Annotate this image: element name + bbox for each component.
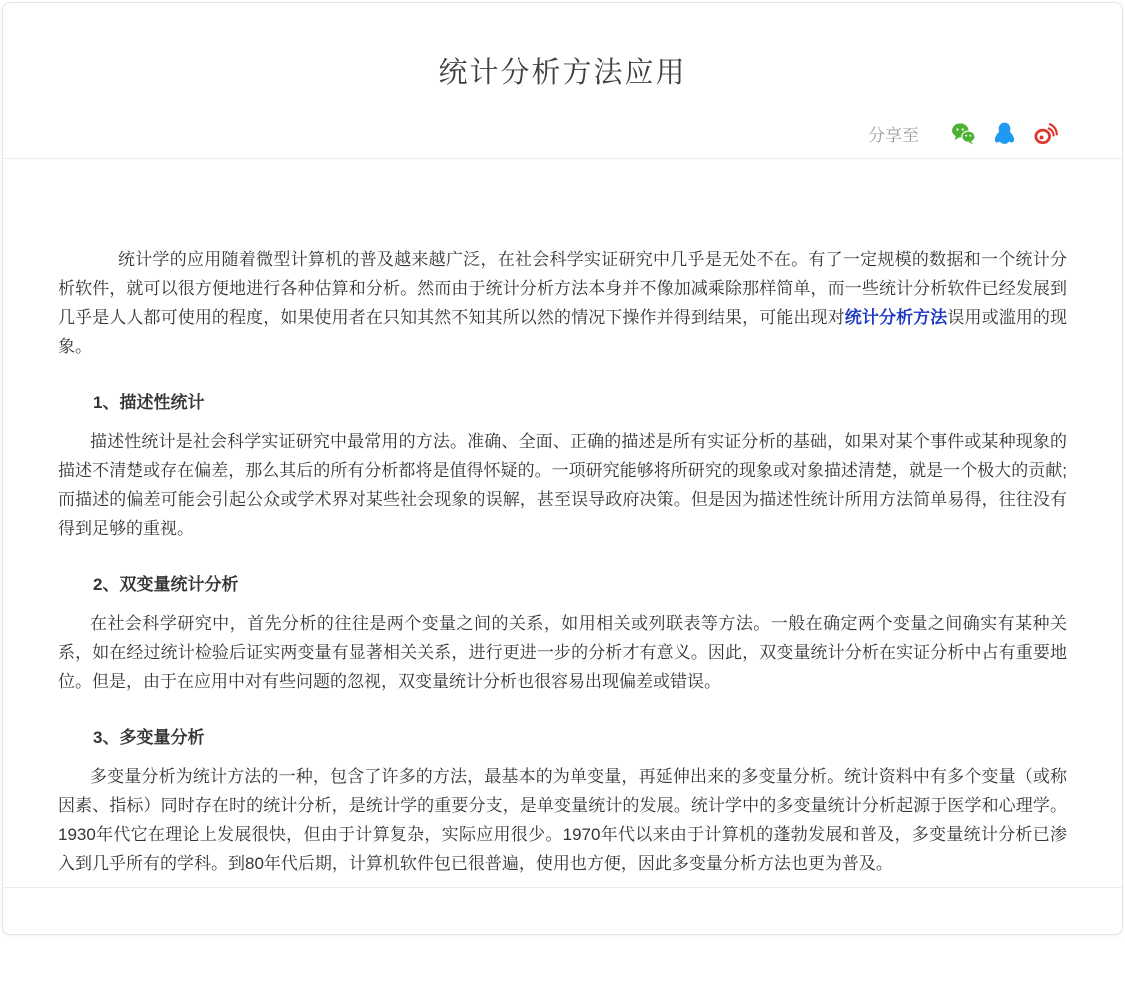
qq-share-button[interactable] xyxy=(992,121,1017,146)
intro-text-after: 误用或滥用的现象。 xyxy=(58,308,1068,356)
article-header xyxy=(3,3,1122,159)
section-heading-1: 1、描述性统计 xyxy=(93,393,205,412)
page-title: 统计分析方法应用 xyxy=(438,57,687,89)
article-card xyxy=(2,2,1123,935)
article-section-2 xyxy=(58,570,1067,696)
section-paragraph-1: 描述性统计是社会科学实证研究中最常用的方法。准确、全面、正确的描述是所有实证分析的基础，如果对某个事件或某种现象的描述不清楚或存在偏差，那么其后的所有分析都将是值得怀疑的。一项研究能够将所研究的现象或对象描述清楚，就是一个极大的贡献;而描述的偏差可能会引起公众或学术界对某些社会现象的误解，甚至误导政府决策。但是因为描述性统计所用方法简单易得，往往没有得到足够的重视。 xyxy=(58,432,1067,538)
wechat-icon xyxy=(951,121,976,146)
qq-icon xyxy=(992,121,1017,146)
section-heading-3: 3、多变量分析 xyxy=(93,728,205,747)
inline-link-statistical-analysis-methods[interactable]: 统计分析方法 xyxy=(844,308,948,327)
section-paragraph-2: 在社会科学研究中，首先分析的往往是两个变量之间的关系，如用相关或列联表等方法。一般在确定两个变量之间确实有某种关系，如在经过统计检验后证实两变量有显著相关关系，进行更进一步的分析才有意义。因此，双变量统计分析在实证分析中占有重要地位。但是，由于在应用中对有些问题的忽视，双变量统计分析也很容易出现偏差或错误。 xyxy=(58,614,1067,691)
section-paragraph-3: 多变量分析为统计方法的一种，包含了许多的方法，最基本的为单变量，再延伸出来的多变量分析。统计资料中有多个变量（或称因素、指标）同时存在时的统计分析，是统计学的重要分支，是单变量统计的发展。统计学中的多变量统计分析起源于医学和心理学。1930年代它在理论上发展很快，但由于计算复杂，实际应用很少。1970年代以来由于计算机的蓬勃发展和普及，多变量统计分析已渗入到几乎所有的学科。到80年代后期，计算机软件包已很普遍，使用也方便，因此多变量分析方法也更为普及。 xyxy=(58,767,1067,873)
intro-paragraph xyxy=(58,245,1067,361)
section-heading-2: 2、双变量统计分析 xyxy=(93,575,239,594)
share-label: 分享至 xyxy=(868,126,919,145)
weibo-share-button[interactable] xyxy=(1033,121,1058,146)
article-section-1 xyxy=(58,388,1067,543)
intro-text-before: 统计学的应用随着微型计算机的普及越来越广泛，在社会科学实证研究中几乎是无处不在。有了一定规模的数据和一个统计分析软件，就可以很方便地进行各种估算和分析。然而由于统计分析方法本身并不像加减乘除那样简单，而一些统计分析软件已经发展到几乎是人人都可使用的程度，如果使用者在只知其然不知其所以然的情况下操作并得到结果，可能出现对 xyxy=(58,250,1067,327)
share-bar xyxy=(868,121,1058,146)
article-section-3 xyxy=(58,723,1067,878)
article-body xyxy=(3,159,1122,887)
wechat-share-button[interactable] xyxy=(951,121,976,146)
weibo-icon xyxy=(1033,121,1058,146)
article-footer xyxy=(3,887,1122,934)
